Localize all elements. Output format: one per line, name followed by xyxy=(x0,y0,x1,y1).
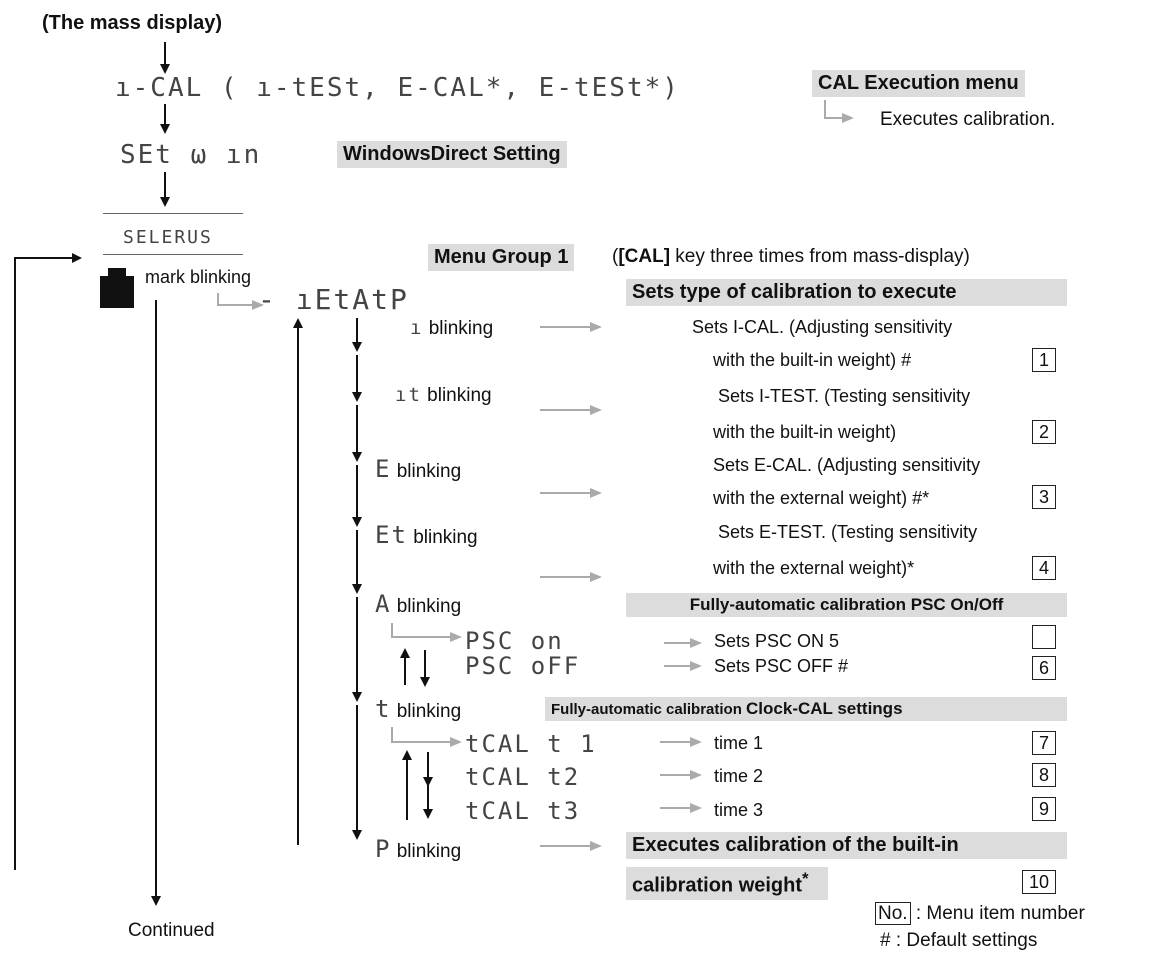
continued-label: Continued xyxy=(128,920,215,941)
item2-lcd: ıt blinking xyxy=(395,384,492,406)
legend-default: # : Default settings xyxy=(880,930,1038,951)
cal-menu-note: Executes calibration. xyxy=(880,109,1056,130)
item2-line2: with the built-in weight) xyxy=(713,422,897,442)
p-line1: Executes calibration of the built-in xyxy=(626,832,1067,859)
item3-line1: Sets E-CAL. (Adjusting sensitivity xyxy=(713,455,981,475)
psc-lcd-blink: A blinking xyxy=(375,590,462,618)
clock-row1-number: 7 xyxy=(1032,731,1056,755)
clock-row2-number: 8 xyxy=(1032,763,1056,787)
lcd-display-box xyxy=(103,213,243,255)
mark-blinking: mark blinking xyxy=(145,267,252,287)
clock-row3-label: time 3 xyxy=(714,800,764,820)
arrow-to-etatp xyxy=(218,293,262,305)
weight-icon xyxy=(100,276,134,308)
item1-lcd: ı blinking xyxy=(410,317,494,339)
psc-off-number: 6 xyxy=(1032,656,1056,680)
p-line2: calibration weight* xyxy=(626,867,828,900)
cal-execution-menu-label: CAL Execution menu xyxy=(812,70,1025,97)
clock-lcd-blink: t blinking xyxy=(375,695,462,723)
item4-lcd: Et blinking xyxy=(375,521,478,549)
item3-lcd: E blinking xyxy=(375,455,462,483)
cal-note-arrow xyxy=(825,100,852,118)
clock-row3-lcd: tCAL t3 xyxy=(465,797,581,825)
item4-line2: with the external weight)* xyxy=(713,558,915,578)
sets-type-label: Sets type of calibration to execute xyxy=(626,279,1067,306)
item4-number: 4 xyxy=(1032,556,1056,580)
menu-group-note: ([CAL] key three times from mass-display) xyxy=(612,246,970,267)
windowsdirect-setting-label: WindowsDirect Setting xyxy=(337,141,567,168)
psc-on-number xyxy=(1032,625,1056,649)
cal-lcd: ı-CAL ( ı-tESt, E-CAL*, E-tESt*) xyxy=(115,73,680,103)
clock-row2-label: time 2 xyxy=(714,766,764,786)
item1-number: 1 xyxy=(1032,348,1056,372)
clock-row3-number: 9 xyxy=(1032,797,1056,821)
item3-line2: with the external weight) #* xyxy=(713,488,930,508)
set-win-lcd: SEt ω ın xyxy=(120,140,262,170)
item1-line1: Sets I-CAL. (Adjusting sensitivity xyxy=(692,317,953,337)
clock-header: Fully-automatic calibration Clock-CAL settings xyxy=(545,697,1067,721)
lcd-box-text: SELERUS xyxy=(123,227,213,248)
item2-line1: Sets I-TEST. (Testing sensitivity xyxy=(718,386,971,406)
item3-number: 3 xyxy=(1032,485,1056,509)
p-lcd-blink: P blinking xyxy=(375,835,462,863)
item4-line1: Sets E-TEST. (Testing sensitivity xyxy=(718,522,978,542)
item2-number: 2 xyxy=(1032,420,1056,444)
psc-header: Fully-automatic calibration PSC On/Off xyxy=(626,593,1067,617)
clock-row2-lcd: tCAL t2 xyxy=(465,763,581,791)
psc-on-label: Sets PSC ON 5 xyxy=(714,631,840,651)
item1-line2: with the built-in weight) # xyxy=(713,350,912,370)
psc-on-lcd: PSC on xyxy=(465,627,564,655)
p-number: 10 xyxy=(1022,870,1056,894)
clock-row1-label: time 1 xyxy=(714,733,764,753)
loop-back-line xyxy=(15,258,80,870)
legend-menu-number: No. : Menu item number xyxy=(875,903,1085,925)
menu-group-title: Menu Group 1 xyxy=(428,244,574,271)
psc-off-label: Sets PSC OFF # xyxy=(714,656,849,676)
mass-display-title: (The mass display) xyxy=(42,12,223,34)
etatp-lcd: - ıEtAtP xyxy=(258,283,409,316)
psc-off-lcd: PSC oFF xyxy=(465,652,581,680)
clock-row1-lcd: tCAL t 1 xyxy=(465,730,597,758)
